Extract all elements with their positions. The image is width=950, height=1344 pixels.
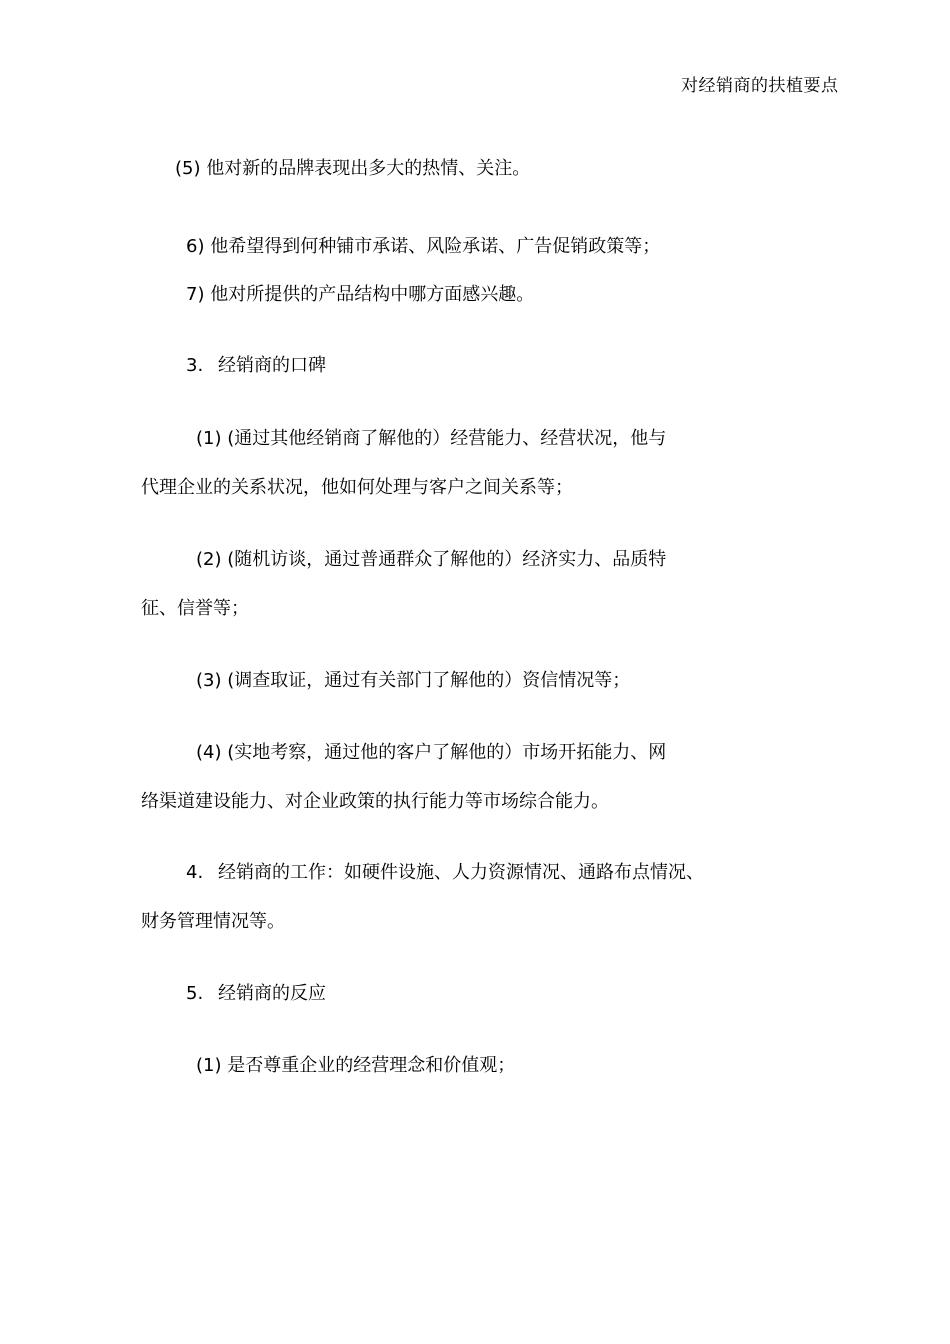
paragraph-line: (1) (通过其他经销商了解他的）经营能力、经营状况，他与 <box>196 428 667 449</box>
section-number: 4. <box>186 862 204 883</box>
section-heading-text: 经销商的口碑 <box>218 355 326 376</box>
paragraph-line: 络渠道建设能力、对企业政策的执行能力等市场综合能力。 <box>141 791 609 812</box>
section-heading-text: 经销商的反应 <box>218 983 326 1004</box>
section-heading-text: 经销商的工作：如硬件设施、人力资源情况、通路布点情况、 <box>218 862 704 883</box>
section-heading <box>186 861 704 885</box>
section-heading <box>186 354 326 378</box>
paragraph-line: (2) (随机访谈，通过普通群众了解他的）经济实力、品质特 <box>196 549 667 570</box>
section-heading <box>186 982 326 1006</box>
paragraph-line: (3) (调查取证，通过有关部门了解他的）资信情况等； <box>196 670 631 691</box>
page-header-title: 对经销商的扶植要点 <box>681 76 839 96</box>
section-number: 3. <box>186 355 204 376</box>
paragraph-line: 代理企业的关系状况，他如何处理与客户之间关系等； <box>141 477 573 498</box>
section-number: 5. <box>186 983 204 1004</box>
paragraph-line: 财务管理情况等。 <box>141 911 285 932</box>
paragraph-line: 征、信誉等； <box>141 598 249 619</box>
paragraph-line: (1) 是否尊重企业的经营理念和价值观； <box>196 1055 516 1076</box>
paragraph-line: (5) 他对新的品牌表现出多大的热情、关注。 <box>175 158 531 179</box>
paragraph-line: 7) 他对所提供的产品结构中哪方面感兴趣。 <box>186 284 535 305</box>
paragraph-line: (4) (实地考察，通过他的客户了解他的）市场开拓能力、网 <box>196 742 667 763</box>
paragraph-line: 6) 他希望得到何种铺市承诺、风险承诺、广告促销政策等； <box>186 236 661 257</box>
